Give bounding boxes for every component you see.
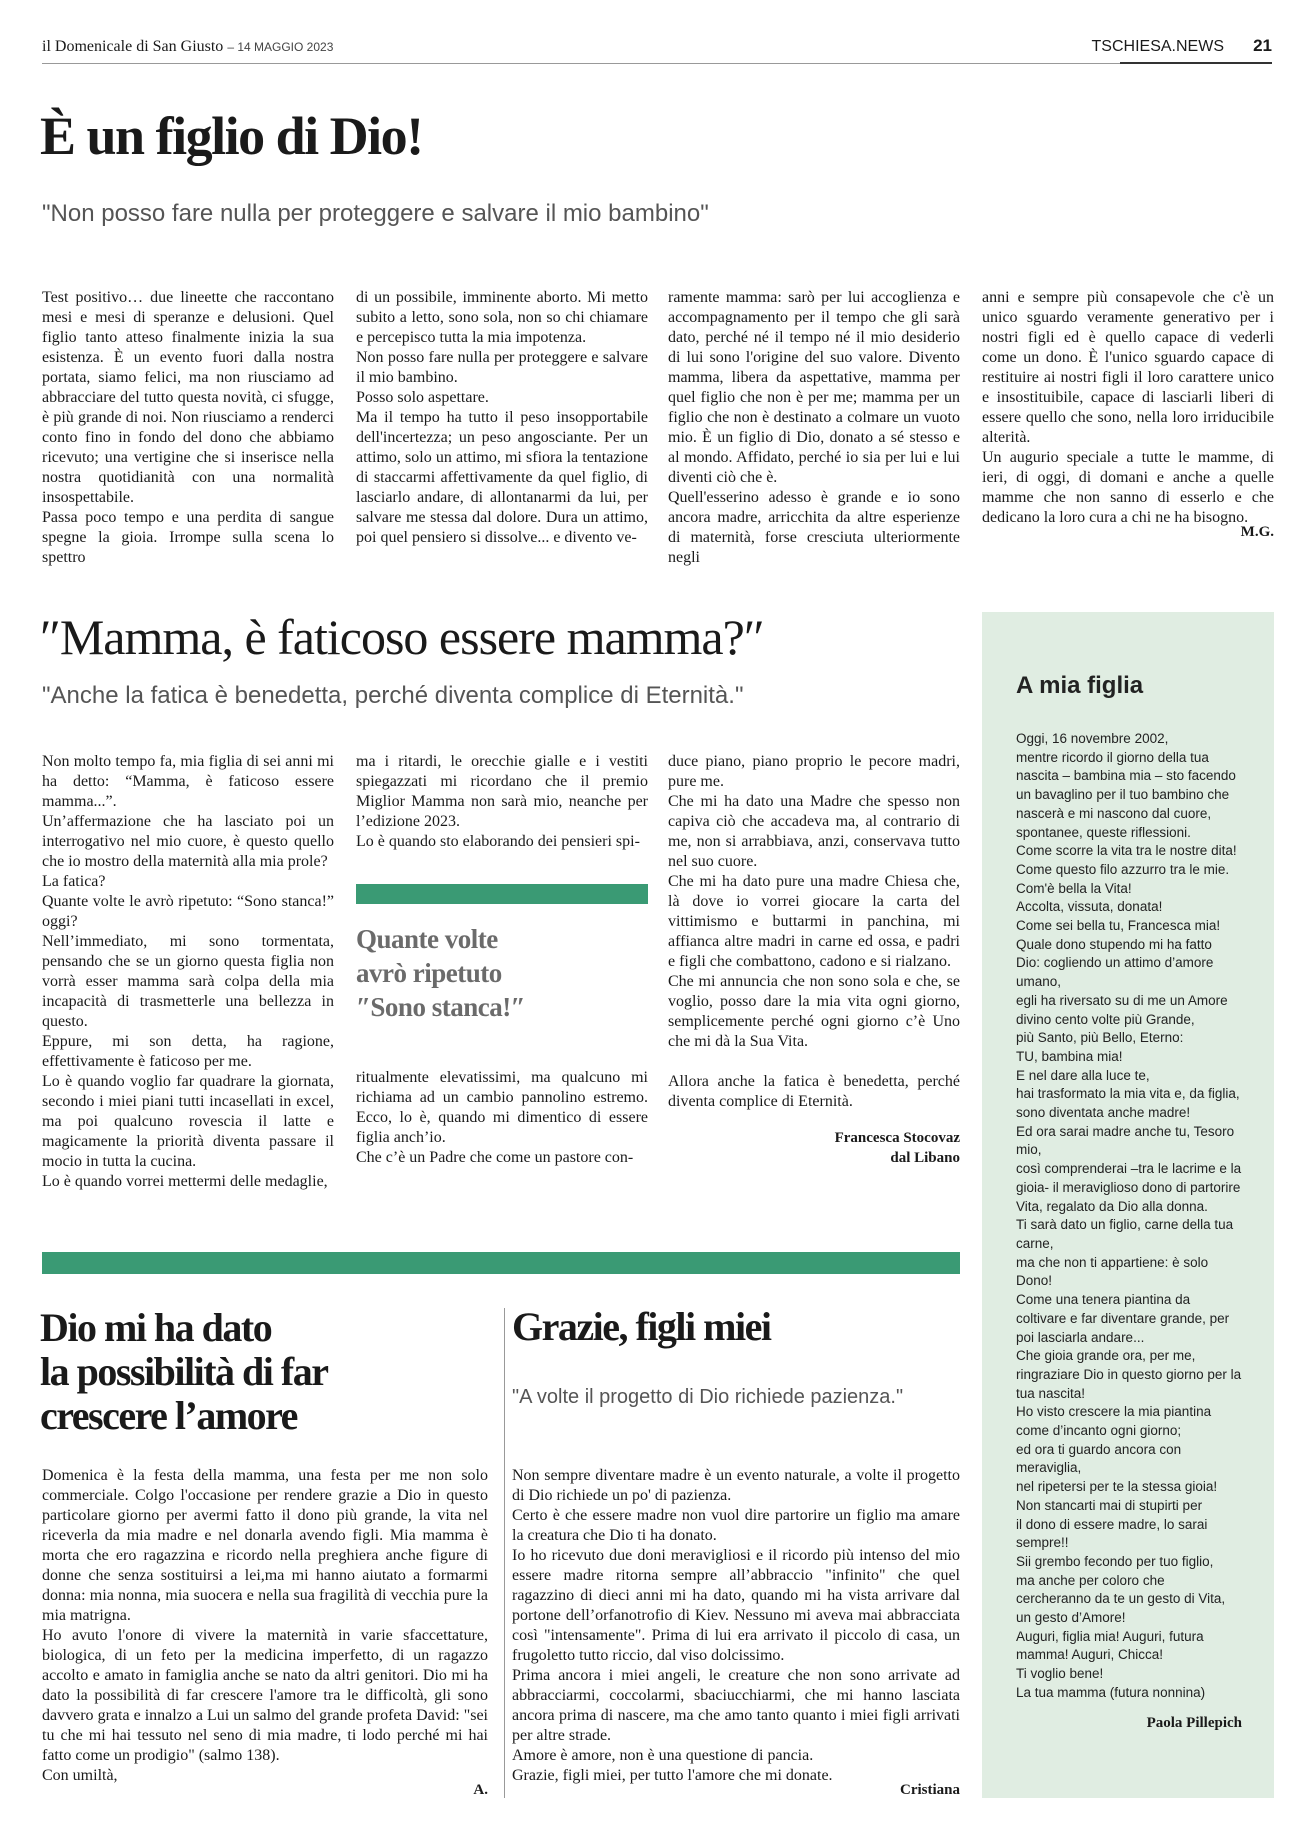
paragraph: Lo è quando voglio far quadrare la giornata, secondo i miei piani tutti incasellati in excel, ma poi qualcuno rovescia il latte e magicamente la priorità diventa passare il mocio in tutta la cucina. <box>42 1073 334 1170</box>
paragraph: Passa poco tempo e una perdita di sangue spegne la gioia. Irrompe sulla scena lo spettro <box>42 509 334 566</box>
paragraph: Un’affermazione che ha lasciato poi un interrogativo nel mio cuore, è questo quello che io mostro della maternità alla mia prole? <box>42 813 334 870</box>
poem-line: come d’incanto ogni giorno; <box>1016 1423 1182 1439</box>
sidebar-title: A mia figlia <box>1016 672 1144 699</box>
poem-line: cercheranno da te un gesto di Vita, <box>1016 1591 1226 1607</box>
article4-body <box>512 1466 960 1786</box>
article1-title: È un figlio di Dio! <box>40 106 423 166</box>
title-line: la possibilità di far <box>40 1349 328 1394</box>
poem-line: ringraziare Dio in questo giorno per la <box>1016 1366 1242 1382</box>
poem-line: il dono di essere madre, lo sarai <box>1016 1516 1208 1532</box>
poem-line: ed ora ti guardo ancora con <box>1016 1441 1182 1457</box>
paragraph: Che mi annuncia che non sono sola e che, se voglio, posso dare la mia vita ogni giorno, semplicemente perché ogni giorno c’è Uno che mi dà la Sua Vita. <box>668 973 960 1050</box>
poem-line: così comprenderai –tra le lacrime e la <box>1016 1161 1242 1177</box>
article2-title: ″Mamma, è faticoso essere mamma?″ <box>40 609 764 665</box>
poem-line: gioia- il meraviglioso dono di partorire <box>1016 1179 1241 1195</box>
paragraph: duce piano, piano proprio le pecore madri, pure me. <box>668 753 960 790</box>
poem-line: Dio: cogliendo un attimo d’amore <box>1016 955 1214 971</box>
paragraph: Ho avuto l'onore di vivere la maternità in varie sfaccettature, biologica, di un feto per la medicina imperfetto, di un ragazzo accolto e amato in famiglia anche se nato da altri genitori. Dio mi ha dato la possibilità di far crescere l'amore tra le difficoltà, gli sono davvero grata e innalzo a Lui un salmo del grande profeta David: "sei tu che mi hai tessuto nel seno di mia madre, ti lodo perché mi hai fatto come un prodigio" (salmo 138). <box>42 1627 488 1764</box>
poem-line: Ed ora sarai madre anche tu, Tesoro <box>1016 1123 1235 1139</box>
poem-line: più Santo, più Bello, Eterno: <box>1016 1030 1184 1046</box>
paragraph: Grazie, figli miei, per tutto l'amore che mi donate. <box>512 1767 833 1784</box>
pullquote-line: avrò ripetuto <box>356 958 502 988</box>
paragraph: Non sempre diventare madre è un evento naturale, a volte il progetto di Dio richiede un po' di pazienza. <box>512 1467 960 1504</box>
poem-line: Come sei bella tu, Francesca mia! <box>1016 918 1221 934</box>
poem-line: poi lasciarla andare... <box>1016 1329 1145 1345</box>
poem-line: mio, <box>1016 1142 1042 1158</box>
poem-line: sempre!! <box>1016 1535 1069 1551</box>
poem-line: ma che non ti appartiene: è solo <box>1016 1254 1209 1270</box>
poem-line: un gesto d’Amore! <box>1016 1610 1126 1626</box>
paragraph: Eppure, mi son detta, ha ragione, effettivamente è faticoso per me. <box>42 1033 334 1070</box>
poem-line: Come scorre la vita tra le nostre dita! <box>1016 843 1237 859</box>
pullquote-bar <box>356 884 648 904</box>
publication-name: il Domenicale di San Giusto <box>42 38 224 55</box>
poem-line: Ti sarà dato un figlio, carne della tua <box>1016 1217 1234 1233</box>
poem-line: sono diventata anche madre! <box>1016 1105 1191 1121</box>
poem-line: Come questo filo azzurro tra le mie. <box>1016 861 1230 877</box>
paragraph: Un augurio speciale a tutte le mamme, di ieri, di oggi, di domani e anche a quelle mamme che non sanno di esserlo e che dedicano la loro cura a chi ne ha bisogno. <box>982 449 1274 526</box>
paragraph: Allora anche la fatica è benedetta, perché diventa complice di Eternità. <box>668 1073 960 1110</box>
article1-column-4 <box>982 288 1274 528</box>
poem-line: Non stancarti mai di stupirti per <box>1016 1497 1203 1513</box>
poem-line: spontanee, queste riflessioni. <box>1016 824 1191 840</box>
poem-line: divino cento volte più Grande, <box>1016 1011 1195 1027</box>
article4-title: Grazie, figli miei <box>512 1304 771 1349</box>
poem-line: TU, bambina mia! <box>1016 1048 1123 1064</box>
poem-line: Ti voglio bene! <box>1016 1666 1104 1682</box>
pullquote <box>356 922 525 1024</box>
poem-line: mamma! Auguri, Chicca! <box>1016 1647 1164 1663</box>
paragraph: Non posso fare nulla per proteggere e salvare il mio bambino. <box>356 349 648 386</box>
paragraph: Che mi ha dato pure una madre Chiesa che, là dove io vorrei giocare la carta del vittimismo e buttarmi in panchina, mi affianca altre madri in carne ed ossa, e padri e figli che combattono, cadono e si rialzano. <box>668 873 960 970</box>
paragraph: Non molto tempo fa, mia figlia di sei anni mi ha detto: “Mamma, è faticoso essere mamma...”. <box>42 753 334 810</box>
article2-column-2-top <box>356 752 648 852</box>
paragraph: Io ho ricevuto due doni meravigliosi e il ricordo più intenso del mio essere madre ritorna sempre all’abbraccio "infinito" che quel ragazzino di dieci anni mi ha dato, quando mi ha vista arrivare dal portone dell’orfanotrofio di Kiev. Nessuno mi aveva mai abbracciata così "intensamente". Prima di lui era arrivato il piccolo di casa, un frugoletto tutto riccio, dal viso dolcissimo. <box>512 1547 960 1664</box>
poem-line: carne, <box>1016 1235 1054 1251</box>
poem-line: Sii grembo fecondo per tuo figlio, <box>1016 1553 1214 1569</box>
poem-line: Vita, regalato da Dio alla donna. <box>1016 1198 1208 1214</box>
article1-column-3 <box>668 288 960 568</box>
paragraph: Che mi ha dato una Madre che spesso non capiva ciò che accadeva ma, al contrario di me, non si arrabbiava, anzi, conservava tutto nel suo cuore. <box>668 793 960 870</box>
article2-signature <box>668 1128 960 1168</box>
section-divider-bar <box>42 1252 960 1274</box>
article1-column-2 <box>356 288 648 548</box>
paragraph: di un possibile, imminente aborto. Mi metto subito a letto, sono sola, non so chi chiamare e percepisco tutta la mia impotenza. <box>356 289 648 346</box>
page-number: 21 <box>1253 36 1272 55</box>
sidebar-signature: Paola Pillepich <box>1146 1715 1242 1731</box>
paragraph: ritualmente elevatissimi, ma qualcuno mi richiama ad un cambio pannolino estremo. Ecco, lo è, quando mi dimentico di essere figlia anch’io. <box>356 1069 648 1146</box>
pullquote-line: ″Sono stanca!″ <box>356 992 526 1022</box>
header-rule <box>42 63 1272 64</box>
paragraph <box>668 1052 960 1072</box>
poem-line: Ho visto crescere la mia piantina <box>1016 1404 1212 1420</box>
poem-line: meraviglia, <box>1016 1460 1082 1476</box>
poem-line: Che gioia grande ora, per me, <box>1016 1348 1196 1364</box>
article3-title <box>40 1306 327 1438</box>
paragraph: Nell’immediato, mi sono tormentata, pensando che se un giorno questa figlia non vorrà esser mamma sarà colpa della mia incapacità di trasmetterle una bellezza in questo. <box>42 933 334 1030</box>
site-name: TSCHIESA.NEWS <box>1091 38 1224 55</box>
poem-line: egli ha riversato su di me un Amore <box>1016 992 1228 1008</box>
paragraph: ramente mamma: sarò per lui accoglienza e accompagnamento per il tempo che gli sarà dato, perché né il tempo né il mio desiderio di lui sono l'origine del suo valore. Divento mamma, libera da aspettative, mamma per quel figlio che non è per me; mamma per un figlio che non è destinato a colmare un vuoto mio. È un figlio di Dio, donato a sé stesso e al mondo. Affidato, perché io sia per lui e lui diventi ciò che è. <box>668 289 960 486</box>
poem-line: Accolta, vissuta, donata! <box>1016 899 1163 915</box>
paragraph: Lo è quando vorrei mettermi delle medaglie, <box>42 1173 328 1190</box>
poem-line: Dono! <box>1016 1273 1053 1289</box>
poem-line: coltivare e far diventare grande, per <box>1016 1310 1230 1326</box>
article3-signature: A. <box>473 1782 488 1798</box>
paragraph: Quante volte le avrò ripetuto: “Sono stanca!” oggi? <box>42 893 334 930</box>
poem-line: ma anche per coloro che <box>1016 1572 1165 1588</box>
paragraph: Amore è amore, non è una questione di pancia. <box>512 1747 814 1764</box>
article2-column-3 <box>668 752 960 1112</box>
paragraph: Con umiltà, <box>42 1767 118 1784</box>
article2-column-1 <box>42 752 334 1192</box>
poem-line: un bavaglino per il tuo bambino che <box>1016 787 1230 803</box>
paragraph: anni e sempre più consapevole che c'è un unico sguardo veramente generativo per i nostri figli ed è quello capace di vederli come un dono. È l'unico sguardo capace di restituire ai nostri figli il loro carattere unico e insostituibile, capace di lasciarli liberi di essere quello che sono, nella loro irriducibile alterità. <box>982 289 1274 446</box>
poem <box>1016 730 1256 1703</box>
poem-line: E nel dare alla luce te, <box>1016 1067 1150 1083</box>
header-rule-accent <box>1120 62 1272 64</box>
poem-line: tua nascita! <box>1016 1385 1086 1401</box>
poem-line: Quale dono stupendo mi ha fatto <box>1016 936 1212 952</box>
article2-column-2-bottom <box>356 1068 648 1168</box>
paragraph: Certo è che essere madre non vuol dire partorire un figlio ma amare la creatura che Dio ti ha donato. <box>512 1507 960 1544</box>
poem-line: hai trasformato la mia vita e, da figlia, <box>1016 1086 1240 1102</box>
article3-body <box>42 1466 488 1786</box>
poem-line: Oggi, 16 novembre 2002, <box>1016 731 1169 746</box>
poem-line: nascerà e mi nascono dal cuore, <box>1016 805 1212 821</box>
issue-date: – 14 MAGGIO 2023 <box>227 40 334 54</box>
article4-subtitle: "A volte il progetto di Dio richiede pazienza." <box>512 1386 904 1408</box>
paragraph: Prima ancora i miei angeli, le creature che non sono arrivate ad abbracciarmi, coccolarmi, sbaciucchiarmi, che mi hanno lasciata ancora prima di nascere, ma che amo tanto quanto i miei figli arrivati per altre strade. <box>512 1667 960 1744</box>
paragraph: ma i ritardi, le orecchie gialle e i vestiti spiegazzati mi ricordano che il premio Miglior Mamma non sarà mio, neanche per l’edizione 2023. <box>356 753 648 830</box>
pullquote-line: Quante volte <box>356 924 498 954</box>
article1-signature: M.G. <box>1240 524 1274 540</box>
column-divider <box>504 1308 505 1798</box>
signature-line: Francesca Stocovaz <box>834 1130 960 1146</box>
poem-line: umano, <box>1016 974 1062 990</box>
article1-subtitle: "Non posso fare nulla per proteggere e salvare il mio bambino" <box>42 200 709 227</box>
title-line: crescere l’amore <box>40 1393 297 1438</box>
paragraph: Posso solo aspettare. <box>356 389 489 406</box>
paragraph: Test positivo… due lineette che raccontano mesi e mesi di speranze e delusioni. Quel figlio tanto atteso finalmente inizia la sua esistenza. È un evento fuori dalla nostra portata, siamo felici, ma non riusciamo ad abbracciare del tutto questa novità, ci sfugge, è più grande di noi. Non riusciamo a renderci conto fino in fondo del dono che abbiamo ricevuto; una vertigine che si inserisce nella nostra quotidianità con una normalità insospettabile. <box>42 289 334 506</box>
paragraph: Lo è quando sto elaborando dei pensieri spi- <box>356 833 640 850</box>
poem-line: nascita – bambina mia – sto facendo <box>1016 768 1236 784</box>
article4-signature: Cristiana <box>900 1782 960 1798</box>
paragraph: Domenica è la festa della mamma, una festa per me non solo commerciale. Colgo l'occasione per rendere grazie a Dio in questo particolare giorno per avermi fatto il dono più grande, la vita nel riceverla da mia madre e nel donarla avendo figli. Mia mamma è morta che ero ragazzina e ricordo nella preghiera anche figure di donne che senza sostituirsi a lei,ma mi hanno aiutato a formarmi donna: mia nonna, mia suocera e nella sua fragilità di vecchia pure la mia matrigna. <box>42 1467 488 1624</box>
header-publication <box>42 38 333 56</box>
paragraph: Che c’è un Padre che come un pastore con- <box>356 1149 634 1166</box>
poem-line: nel ripetersi per te la stessa gioia! <box>1016 1479 1218 1495</box>
article1-column-1 <box>42 288 334 568</box>
paragraph: La fatica? <box>42 873 106 890</box>
title-line: Dio mi ha dato <box>40 1305 272 1350</box>
poem-line: Come una tenera piantina da <box>1016 1292 1191 1308</box>
poem-line: La tua mamma (futura nonnina) <box>1016 1684 1206 1700</box>
poem-line: Auguri, figlia mia! Auguri, futura <box>1016 1628 1204 1644</box>
paragraph: Quell'esserino adesso è grande e io sono ancora madre, arricchita da altre esperienze di maternità, forse cresciuta ulteriormente negli <box>668 489 960 566</box>
poem-line: mentre ricordo il giorno della tua <box>1016 749 1209 765</box>
paragraph: Ma il tempo ha tutto il peso insopportabile dell'incertezza; un peso angosciante. Per un attimo, solo un attimo, mi sfiora la tentazione di staccarmi affettivamente da quel figlio, di lasciarlo andare, di allontanarmi da lui, per salvare me stessa dal dolore. Dura un attimo, poi quel pensiero si dissolve... e divento ve- <box>356 409 648 546</box>
signature-line: dal Libano <box>890 1150 960 1166</box>
article2-subtitle: "Anche la fatica è benedetta, perché diventa complice di Eternità." <box>42 682 744 709</box>
poem-line: Com'è bella la Vita! <box>1016 880 1132 896</box>
